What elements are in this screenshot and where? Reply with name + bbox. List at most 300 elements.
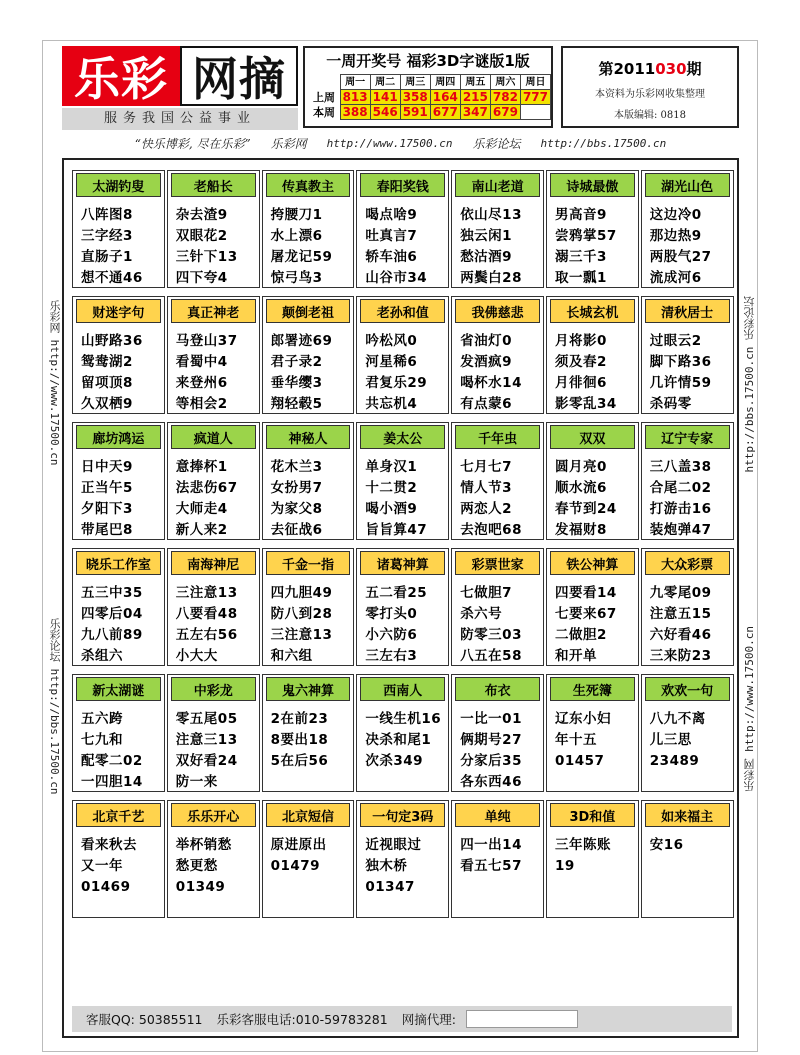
tip-card-lines bbox=[642, 827, 733, 856]
tip-card-title: 诗城最傲 bbox=[550, 173, 635, 197]
tip-line: 杀码零 bbox=[649, 396, 692, 412]
footer-qq: 客服QQ: 50385511 bbox=[86, 1012, 203, 1027]
footer-bar bbox=[72, 1006, 732, 1032]
tip-card-title: 千年虫 bbox=[455, 425, 540, 449]
tip-card bbox=[262, 548, 355, 666]
tip-card bbox=[72, 170, 165, 288]
tip-line: 过眼云2 bbox=[649, 333, 702, 349]
last-week-row bbox=[311, 90, 551, 105]
site-url[interactable]: http://www.17500.cn bbox=[326, 136, 453, 150]
agent-box bbox=[466, 1010, 578, 1028]
tip-line: 愁更愁 bbox=[175, 858, 218, 874]
tip-card-title: 清秋居士 bbox=[645, 299, 730, 323]
tip-line: 留项顶8 bbox=[81, 375, 133, 391]
tip-card bbox=[356, 296, 449, 414]
tip-line: 三年陈账 bbox=[554, 837, 611, 853]
tip-line: 四一出14 bbox=[460, 837, 522, 853]
tip-line: 大师走4 bbox=[175, 501, 228, 517]
tip-line: 年十五 bbox=[554, 732, 597, 748]
tip-card-title: 神秘人 bbox=[266, 425, 351, 449]
tip-line: 喝小酒9 bbox=[365, 501, 418, 517]
tip-line: 五二看25 bbox=[365, 585, 428, 601]
tip-card-lines bbox=[642, 323, 733, 415]
side-text-left-1: 乐彩网 http://www.17500.cn bbox=[48, 300, 61, 466]
tip-line: 挎腰刀1 bbox=[270, 207, 323, 223]
tip-card-title: 南海神尼 bbox=[171, 551, 256, 575]
tip-card-title: 西南人 bbox=[360, 677, 445, 701]
tip-card bbox=[451, 422, 544, 540]
tip-line: 零打头0 bbox=[365, 606, 418, 622]
tip-line: 单身汉1 bbox=[365, 459, 418, 475]
tip-line: 一线生机16 bbox=[365, 711, 442, 727]
tip-line: 三注意13 bbox=[175, 585, 238, 601]
tip-line: 三左右3 bbox=[365, 648, 418, 664]
tip-card-lines bbox=[547, 449, 638, 541]
tip-line: 意捧杯1 bbox=[175, 459, 228, 475]
tip-line: 七九和 bbox=[81, 732, 123, 748]
tip-line: 杀六号 bbox=[460, 606, 503, 622]
draw-number: 677 bbox=[430, 105, 460, 120]
tip-line: 依山尽13 bbox=[460, 207, 522, 223]
draw-number: 164 bbox=[430, 90, 460, 105]
tip-card-title: 如来福主 bbox=[645, 803, 730, 827]
tip-card-title: 长城玄机 bbox=[550, 299, 635, 323]
tip-card-lines bbox=[452, 197, 543, 289]
tip-line: 分家后35 bbox=[460, 753, 522, 769]
tip-line: 五六跨 bbox=[81, 711, 123, 727]
period-prefix: 第2011 bbox=[598, 60, 656, 78]
tip-line: 01479 bbox=[270, 858, 321, 874]
tip-line: 郎署迹69 bbox=[270, 333, 333, 349]
tip-card-lines bbox=[357, 323, 448, 415]
draw-number: 546 bbox=[370, 105, 400, 120]
tip-card-title: 真正神老 bbox=[171, 299, 256, 323]
draw-number: 141 bbox=[370, 90, 400, 105]
tip-card-lines bbox=[452, 827, 543, 877]
tip-line: 杀组六 bbox=[81, 648, 123, 664]
editor-note: 本版编辑: 0818 bbox=[614, 110, 686, 121]
tip-line: 脚下路36 bbox=[649, 354, 712, 370]
tip-line: 四下夸4 bbox=[175, 270, 228, 286]
tip-line: 等相会2 bbox=[175, 396, 228, 412]
tip-line: 双眼花2 bbox=[175, 228, 228, 244]
tip-card-title: 一句定3码 bbox=[360, 803, 445, 827]
tip-card bbox=[167, 800, 260, 918]
slogan: 服务我国公益事业 bbox=[62, 108, 298, 130]
tip-line: 四要看14 bbox=[554, 585, 617, 601]
tip-card-lines bbox=[547, 827, 638, 877]
tip-line: 山野路36 bbox=[81, 333, 143, 349]
tip-line: 打游击16 bbox=[649, 501, 712, 517]
tip-line: 二做胆2 bbox=[554, 627, 607, 643]
tip-line: 看来秋去 bbox=[81, 837, 137, 853]
tip-card-lines bbox=[547, 701, 638, 772]
tip-card-lines bbox=[642, 197, 733, 289]
this-week-row bbox=[311, 105, 551, 120]
tip-card-title: 老船长 bbox=[171, 173, 256, 197]
tip-line: 吐真言7 bbox=[365, 228, 418, 244]
tip-line: 吟松风0 bbox=[365, 333, 418, 349]
tip-card bbox=[262, 422, 355, 540]
tip-line: 流成河6 bbox=[649, 270, 702, 286]
tip-line: 影零乱34 bbox=[554, 396, 617, 412]
tip-line: 愁沽酒9 bbox=[460, 249, 513, 265]
tip-card-lines bbox=[263, 449, 354, 541]
tip-line: 九零尾09 bbox=[649, 585, 712, 601]
tip-card bbox=[167, 422, 260, 540]
tip-card bbox=[641, 674, 734, 792]
tip-line: 春节到24 bbox=[554, 501, 617, 517]
tip-line: 顺水流6 bbox=[554, 480, 607, 496]
tip-card bbox=[167, 548, 260, 666]
tip-line: 河星稀6 bbox=[365, 354, 418, 370]
tip-card bbox=[546, 296, 639, 414]
tip-card bbox=[641, 170, 734, 288]
tip-line: 几许情59 bbox=[649, 375, 712, 391]
tip-line: 轿车油6 bbox=[365, 249, 418, 265]
tip-card-title: 南山老道 bbox=[455, 173, 540, 197]
tip-line: 垂华缨3 bbox=[270, 375, 323, 391]
tip-card-lines bbox=[452, 701, 543, 793]
tip-line: 七月七7 bbox=[460, 459, 513, 475]
tip-line: 惊弓鸟3 bbox=[270, 270, 323, 286]
tip-line: 花木兰3 bbox=[270, 459, 323, 475]
draw-number: 813 bbox=[340, 90, 370, 105]
tip-line: 辽东小妇 bbox=[554, 711, 611, 727]
draw-number: 388 bbox=[340, 105, 370, 120]
tip-line: 去征战6 bbox=[270, 522, 323, 538]
tip-line: 六好看46 bbox=[649, 627, 712, 643]
tip-line: 合尾二02 bbox=[649, 480, 712, 496]
day-header: 周四 bbox=[430, 75, 460, 90]
tip-card-lines bbox=[547, 575, 638, 667]
tip-card bbox=[72, 548, 165, 666]
tip-line: 两鬓白28 bbox=[460, 270, 522, 286]
tip-card bbox=[356, 674, 449, 792]
forum-label: 乐彩论坛 bbox=[472, 136, 521, 151]
tip-line: 想不通46 bbox=[81, 270, 143, 286]
tip-line: 君复乐29 bbox=[365, 375, 428, 391]
tip-card-title: 廊坊鸿运 bbox=[76, 425, 161, 449]
tip-line: 举杯销愁 bbox=[175, 837, 232, 853]
draw-number: 215 bbox=[460, 90, 490, 105]
tip-card bbox=[72, 800, 165, 918]
forum-url[interactable]: http://bbs.17500.cn bbox=[540, 136, 667, 150]
tip-line: 三八盖38 bbox=[649, 459, 712, 475]
day-header: 周六 bbox=[490, 75, 520, 90]
tip-card-title: 我佛慈悲 bbox=[455, 299, 540, 323]
tip-line: 男高音9 bbox=[554, 207, 607, 223]
period-number: 030 bbox=[655, 60, 687, 78]
tip-line: 一四胆14 bbox=[81, 774, 143, 790]
tip-card bbox=[641, 548, 734, 666]
side-text-right-1: http://bbs.17500.cn 乐彩论坛 bbox=[743, 296, 756, 473]
tip-card bbox=[167, 296, 260, 414]
tip-card-title: 北京千艺 bbox=[76, 803, 161, 827]
tip-line: 防八到28 bbox=[270, 606, 333, 622]
tip-line: 次杀349 bbox=[365, 753, 424, 769]
tip-line: 带尾巴8 bbox=[81, 522, 133, 538]
tip-line: 山谷市34 bbox=[365, 270, 428, 286]
tip-card bbox=[546, 674, 639, 792]
draw-number: 347 bbox=[460, 105, 490, 120]
collection-note: 本资料为乐彩网收集整理 bbox=[595, 89, 705, 100]
tip-card-lines bbox=[357, 701, 448, 772]
side-text-left-2: 乐彩论坛 http://bbs.17500.cn bbox=[48, 618, 61, 795]
tip-line: 情人节3 bbox=[460, 480, 513, 496]
tip-card bbox=[356, 170, 449, 288]
day-header: 周一 bbox=[340, 75, 370, 90]
tip-line: 八阵图8 bbox=[81, 207, 133, 223]
tip-line: 独木桥 bbox=[365, 858, 408, 874]
tip-line: 正当午5 bbox=[81, 480, 133, 496]
tip-card-title: 新太湖谜 bbox=[76, 677, 161, 701]
tip-line: 原进原出 bbox=[270, 837, 327, 853]
side-text-right-2: 乐彩网 http://www.17500.cn bbox=[743, 626, 756, 792]
tip-line: 为家父8 bbox=[270, 501, 323, 517]
tip-card-lines bbox=[73, 197, 164, 289]
tip-line: 防一来 bbox=[175, 774, 218, 790]
period-box bbox=[561, 46, 739, 128]
tip-line: 七要来67 bbox=[554, 606, 617, 622]
tip-card bbox=[262, 800, 355, 918]
tip-line: 小大大 bbox=[175, 648, 218, 664]
tip-card bbox=[546, 548, 639, 666]
tip-card-title: 财迷字句 bbox=[76, 299, 161, 323]
draw-number bbox=[520, 105, 550, 120]
tip-line: 三来防23 bbox=[649, 648, 712, 664]
tip-card-lines bbox=[452, 575, 543, 667]
tip-card-lines bbox=[357, 575, 448, 667]
tip-card bbox=[451, 170, 544, 288]
tip-line: 九八前89 bbox=[81, 627, 143, 643]
tip-card-title: 欢欢一句 bbox=[645, 677, 730, 701]
tip-card-lines bbox=[547, 323, 638, 415]
tip-line: 和开单 bbox=[554, 648, 597, 664]
tip-line: 君子录2 bbox=[270, 354, 323, 370]
tip-line: 配零二02 bbox=[81, 753, 143, 769]
tip-line: 那边热9 bbox=[649, 228, 702, 244]
this-week-label: 本周 bbox=[313, 105, 335, 119]
draw-number: 777 bbox=[520, 90, 550, 105]
tip-card bbox=[641, 422, 734, 540]
tip-line: 发酒疯9 bbox=[460, 354, 513, 370]
tip-line: 屠龙记59 bbox=[270, 249, 333, 265]
tip-line: 水上漂6 bbox=[270, 228, 323, 244]
tip-line: 有点蒙6 bbox=[460, 396, 513, 412]
tip-line: 小六防6 bbox=[365, 627, 418, 643]
tip-line: 溺三千3 bbox=[554, 249, 607, 265]
tip-card bbox=[356, 548, 449, 666]
tip-line: 法悲伤67 bbox=[175, 480, 238, 496]
tip-line: 圆月亮0 bbox=[554, 459, 607, 475]
tip-line: 发福财8 bbox=[554, 522, 607, 538]
tip-card bbox=[262, 170, 355, 288]
tip-card-title: 中彩龙 bbox=[171, 677, 256, 701]
tip-line: 又一年 bbox=[81, 858, 123, 874]
tip-card bbox=[167, 674, 260, 792]
tip-line: 旨旨算47 bbox=[365, 522, 428, 538]
tip-line: 01349 bbox=[175, 879, 226, 895]
tip-card-title: 单纯 bbox=[455, 803, 540, 827]
tip-card bbox=[641, 800, 734, 918]
tip-card-title: 双双 bbox=[550, 425, 635, 449]
tip-card bbox=[72, 674, 165, 792]
tip-card-lines bbox=[452, 449, 543, 541]
tip-card bbox=[546, 422, 639, 540]
tip-line: 八九不离 bbox=[649, 711, 706, 727]
day-header: 周二 bbox=[370, 75, 400, 90]
tip-card-title: 辽宁专家 bbox=[645, 425, 730, 449]
tagline bbox=[62, 134, 739, 152]
tip-card bbox=[356, 422, 449, 540]
draw-number: 358 bbox=[400, 90, 430, 105]
tip-line: 五左右56 bbox=[175, 627, 238, 643]
tip-card-title: 鬼六神算 bbox=[266, 677, 351, 701]
tip-card-lines bbox=[263, 701, 354, 772]
tip-card-lines bbox=[168, 575, 259, 667]
tip-card bbox=[546, 800, 639, 918]
tip-line: 日中天9 bbox=[81, 459, 133, 475]
tip-card-lines bbox=[73, 701, 164, 793]
tip-line: 新人来2 bbox=[175, 522, 228, 538]
day-header: 周三 bbox=[400, 75, 430, 90]
tip-card-lines bbox=[73, 449, 164, 541]
tip-card bbox=[451, 800, 544, 918]
tip-line: 独云闲1 bbox=[460, 228, 513, 244]
tip-card bbox=[72, 422, 165, 540]
tip-line: 三针下13 bbox=[175, 249, 238, 265]
tip-line: 鸳鸯湖2 bbox=[81, 354, 133, 370]
site-label: 乐彩网 bbox=[270, 136, 307, 151]
tip-card bbox=[641, 296, 734, 414]
tip-line: 01457 bbox=[554, 753, 605, 769]
tip-line: 01347 bbox=[365, 879, 415, 895]
tip-line: 取一瓢1 bbox=[554, 270, 607, 286]
tip-card-title: 姜太公 bbox=[360, 425, 445, 449]
day-header-row bbox=[311, 75, 551, 90]
tips-grid bbox=[72, 170, 736, 918]
tip-card bbox=[262, 296, 355, 414]
tip-line: 两恋人2 bbox=[460, 501, 513, 517]
tip-line: 久双栖9 bbox=[81, 396, 133, 412]
tip-card-lines bbox=[357, 197, 448, 289]
tip-line: 23489 bbox=[649, 753, 700, 769]
tip-line: 三字经3 bbox=[81, 228, 133, 244]
tip-card-title: 颠倒老祖 bbox=[266, 299, 351, 323]
tip-line: 看五七57 bbox=[460, 858, 522, 874]
tip-card bbox=[451, 548, 544, 666]
tip-card-lines bbox=[263, 197, 354, 289]
tip-line: 十二贯2 bbox=[365, 480, 418, 496]
tip-card bbox=[167, 170, 260, 288]
tip-line: 共忘机4 bbox=[365, 396, 418, 412]
day-header: 周五 bbox=[460, 75, 490, 90]
tip-card-title: 彩票世家 bbox=[455, 551, 540, 575]
logo bbox=[62, 46, 298, 106]
tip-card-title: 传真教主 bbox=[266, 173, 351, 197]
motto: “快乐博彩, 尽在乐彩” bbox=[134, 136, 251, 151]
tip-card-lines bbox=[547, 197, 638, 289]
tip-card-title: 北京短信 bbox=[266, 803, 351, 827]
period-title bbox=[563, 58, 737, 79]
tip-line: 须及春2 bbox=[554, 354, 607, 370]
tip-card-lines bbox=[73, 575, 164, 667]
tip-line: 注意三13 bbox=[175, 732, 238, 748]
tip-line: 8要出18 bbox=[270, 732, 329, 748]
tip-card bbox=[451, 674, 544, 792]
tip-line: 月徘徊6 bbox=[554, 375, 607, 391]
tip-card-lines bbox=[642, 449, 733, 541]
tip-card bbox=[451, 296, 544, 414]
tip-line: 零五尾05 bbox=[175, 711, 238, 727]
tip-line: 四九胆49 bbox=[270, 585, 333, 601]
draw-number: 591 bbox=[400, 105, 430, 120]
tip-card-lines bbox=[642, 575, 733, 667]
tip-card-lines bbox=[263, 323, 354, 415]
tip-card-title: 布衣 bbox=[455, 677, 540, 701]
tip-line: 五三中35 bbox=[81, 585, 143, 601]
tip-line: 决杀和尾1 bbox=[365, 732, 432, 748]
tip-card bbox=[262, 674, 355, 792]
tip-line: 防零三03 bbox=[460, 627, 522, 643]
tip-line: 尝鸦掌57 bbox=[554, 228, 617, 244]
tip-line: 八要看48 bbox=[175, 606, 238, 622]
tip-card-lines bbox=[73, 827, 164, 898]
tip-card-title: 诸葛神算 bbox=[360, 551, 445, 575]
tip-line: 看蜀中4 bbox=[175, 354, 228, 370]
tip-card-title: 铁公神算 bbox=[550, 551, 635, 575]
tip-line: 19 bbox=[554, 858, 575, 874]
tip-card-lines bbox=[168, 323, 259, 415]
tip-line: 省油灯0 bbox=[460, 333, 513, 349]
tip-line: 各东西46 bbox=[460, 774, 522, 790]
tip-card-title: 千金一指 bbox=[266, 551, 351, 575]
tip-card-lines bbox=[263, 827, 354, 877]
tip-card-lines bbox=[73, 323, 164, 415]
tip-line: 2在前23 bbox=[270, 711, 329, 727]
logo-left: 乐彩 bbox=[62, 46, 180, 106]
last-week-label: 上周 bbox=[313, 90, 335, 104]
tip-card-title: 晓乐工作室 bbox=[76, 551, 161, 575]
tip-card-lines bbox=[452, 323, 543, 415]
tip-line: 两股气27 bbox=[649, 249, 712, 265]
draw-number: 679 bbox=[490, 105, 520, 120]
tip-card-title: 3D和值 bbox=[550, 803, 635, 827]
tip-card-title: 太湖钓叟 bbox=[76, 173, 161, 197]
tip-line: 双好看24 bbox=[175, 753, 238, 769]
tip-card-lines bbox=[357, 827, 448, 898]
tip-line: 八五在58 bbox=[460, 648, 522, 664]
tip-card-lines bbox=[168, 827, 259, 898]
tip-line: 喝点啥9 bbox=[365, 207, 418, 223]
tip-line: 近视眼过 bbox=[365, 837, 422, 853]
tip-card-lines bbox=[168, 197, 259, 289]
tip-line: 马登山37 bbox=[175, 333, 238, 349]
tip-line: 儿三思 bbox=[649, 732, 692, 748]
tip-line: 月将影0 bbox=[554, 333, 607, 349]
tip-card-title: 大众彩票 bbox=[645, 551, 730, 575]
tip-line: 5在后56 bbox=[270, 753, 329, 769]
tip-card-lines bbox=[168, 449, 259, 541]
tip-card-title: 生死簿 bbox=[550, 677, 635, 701]
tip-card-lines bbox=[642, 701, 733, 772]
tip-card-lines bbox=[168, 701, 259, 793]
tip-line: 喝杯水14 bbox=[460, 375, 522, 391]
tip-card-lines bbox=[263, 575, 354, 667]
tip-line: 装炮弹47 bbox=[649, 522, 712, 538]
footer-agent-label: 网摘代理: bbox=[401, 1012, 456, 1027]
